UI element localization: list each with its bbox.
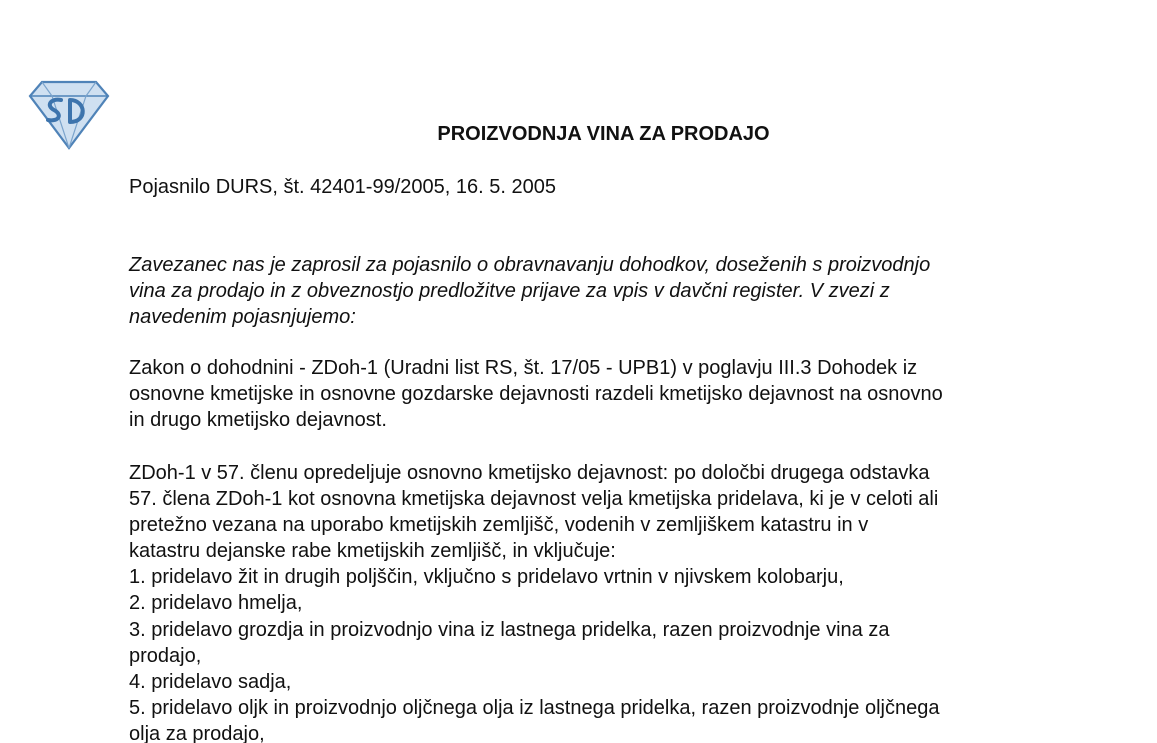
- paragraph-line: ZDoh-1 v 57. členu opredeljuje osnovno kmetijsko dejavnost: po določbi drugega odstavka: [129, 462, 930, 484]
- intro-line: Zavezanec nas je zaprosil za pojasnilo o obravnavanju dohodkov, doseženih s proizvodnjo: [129, 254, 931, 276]
- paragraph-line: 57. člena ZDoh-1 kot osnovna kmetijska dejavnost velja kmetijska pridelava, ki je v celoti ali: [129, 488, 939, 510]
- intro-line: navedenim pojasnjujemo:: [129, 306, 356, 328]
- list-item: 3. pridelavo grozdja in proizvodnjo vina iz lastnega pridelka, razen proizvodnje vina za: [129, 619, 890, 641]
- intro-line: vina za prodajo in z obveznostjo predložitve prijave za vpis v davčni register. V zvezi z: [129, 280, 890, 302]
- paragraph-line: osnovne kmetijske in osnovne gozdarske dejavnosti razdeli kmetijsko dejavnost na osnovno: [129, 383, 943, 405]
- page-crop-edge: [1076, 0, 1157, 743]
- paragraph-line: katastru dejanske rabe kmetijskih zemljišč, in vključuje:: [129, 540, 616, 562]
- list-item: 1. pridelavo žit in drugih poljščin, vključno s pridelavo vrtnin v njivskem kolobarju,: [129, 566, 844, 588]
- list-item: 4. pridelavo sadja,: [129, 671, 292, 693]
- list-item: prodajo,: [129, 645, 202, 667]
- list-item: 5. pridelavo oljk in proizvodnjo oljčnega olja iz lastnega pridelka, razen proizvodnje oljčnega: [129, 697, 940, 719]
- list-item: olja za prodajo,: [129, 723, 265, 743]
- paragraph-line: Zakon o dohodnini - ZDoh-1 (Uradni list RS, št. 17/05 - UPB1) v poglavju III.3 Dohodek iz: [129, 357, 918, 379]
- document-title: PROIZVODNJA VINA ZA PRODAJO: [437, 123, 770, 145]
- list-item: 2. pridelavo hmelja,: [129, 592, 303, 614]
- document-reference: Pojasnilo DURS, št. 42401-99/2005, 16. 5. 2005: [129, 176, 556, 198]
- paragraph-line: pretežno vezana na uporabo kmetijskih zemljišč, vodenih v zemljiškem katastru in v: [129, 514, 869, 536]
- paragraph-line: in drugo kmetijsko dejavnost.: [129, 409, 387, 431]
